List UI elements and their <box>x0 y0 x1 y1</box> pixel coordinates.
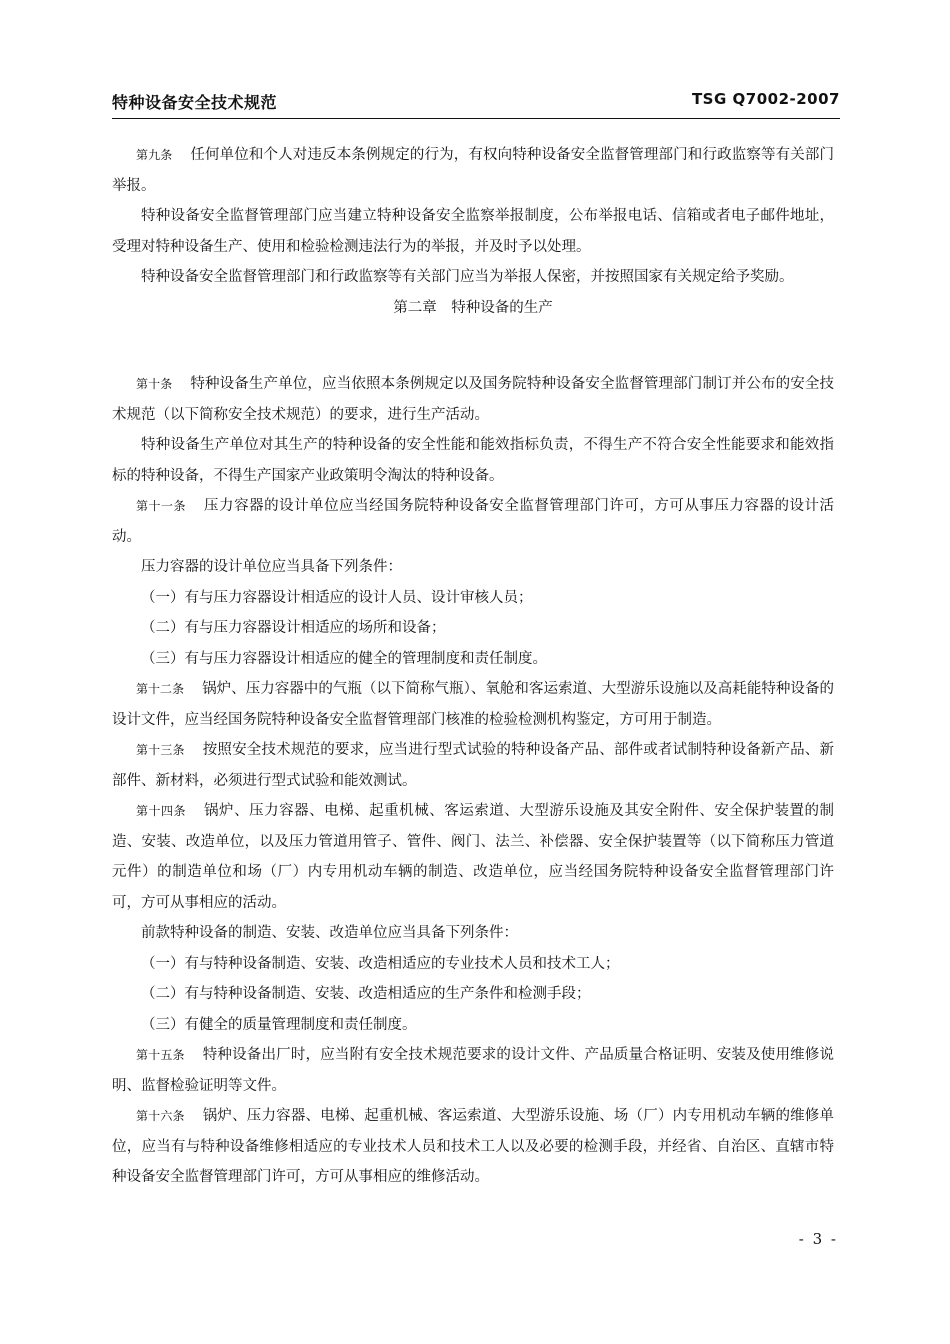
paragraph: 特种设备安全监督管理部门和行政监察等有关部门应当为举报人保密，并按照国家有关规定给予奖励。 <box>141 269 794 285</box>
article-text: 压力容器的设计单位应当经国务院特种设备安全监督管理部门许可，方可从事压力容器的设计活动。 <box>112 498 834 545</box>
article-text: 按照安全技术规范的要求，应当进行型式试验的特种设备产品、部件或者试制特种设备新产品、新部件、新材料，必须进行型式试验和能效测试。 <box>112 742 834 789</box>
document-body <box>112 140 834 1193</box>
page-header <box>112 90 840 114</box>
article-text: 锅炉、压力容器中的气瓶（以下简称气瓶）、氧舱和客运索道、大型游乐设施以及高耗能特种设备的设计文件，应当经国务院特种设备安全监督管理部门核准的检验检测机构鉴定，方可用于制造。 <box>112 681 834 728</box>
article-text: 任何单位和个人对违反本条例规定的行为，有权向特种设备安全监督管理部门和行政监察等有关部门举报。 <box>112 147 834 194</box>
article-13 <box>112 735 834 796</box>
article-text: 特种设备出厂时，应当附有安全技术规范要求的设计文件、产品质量合格证明、安装及使用维修说明、监督检验证明等文件。 <box>112 1047 834 1094</box>
paragraph: 压力容器的设计单位应当具备下列条件： <box>141 559 402 575</box>
list-item: （一）有与特种设备制造、安装、改造相适应的专业技术人员和技术工人； <box>141 955 620 972</box>
paragraph: 前款特种设备的制造、安装、改造单位应当具备下列条件： <box>141 925 518 941</box>
header-standard-code: TSG Q7002-2007 <box>691 90 840 108</box>
article-16 <box>112 1101 834 1193</box>
header-rule <box>112 118 840 119</box>
article-label: 第十六条 <box>136 1109 185 1123</box>
header-title: 特种设备安全技术规范 <box>112 93 278 112</box>
list-item: （三）有与压力容器设计相适应的健全的管理制度和责任制度。 <box>141 650 547 667</box>
article-label: 第十三条 <box>136 743 185 757</box>
page-number: - 3 - <box>798 1230 838 1248</box>
article-label: 第十一条 <box>136 499 187 513</box>
list-item: （三）有健全的质量管理制度和责任制度。 <box>141 1016 417 1033</box>
article-label: 第十条 <box>136 377 173 391</box>
article-text: 锅炉、压力容器、电梯、起重机械、客运索道、大型游乐设施、场（厂）内专用机动车辆的维修单位，应当有与特种设备维修相适应的专业技术人员和技术工人以及必要的检测手段，并经省、自治区、直辖市特种设备安全监督管理部门许可，方可从事相应的维修活动。 <box>112 1108 834 1185</box>
paragraph: 特种设备生产单位对其生产的特种设备的安全性能和能效指标负责，不得生产不符合安全性能要求和能效指标的特种设备，不得生产国家产业政策明令淘汰的特种设备。 <box>112 437 834 484</box>
article-text: 特种设备生产单位，应当依照本条例规定以及国务院特种设备安全监督管理部门制订并公布的安全技术规范（以下简称安全技术规范）的要求，进行生产活动。 <box>112 376 834 423</box>
article-15 <box>112 1040 834 1101</box>
paragraph: 特种设备安全监督管理部门应当建立特种设备安全监察举报制度，公布举报电话、信箱或者电子邮件地址，受理对特种设备生产、使用和检验检测违法行为的举报，并及时予以处理。 <box>112 208 834 255</box>
article-text: 锅炉、压力容器、电梯、起重机械、客运索道、大型游乐设施及其安全附件、安全保护装置的制造、安装、改造单位，以及压力管道用管子、管件、阀门、法兰、补偿器、安全保护装置等（以下简称压力管道元件）的制造单位和场（厂）内专用机动车辆的制造、改造单位，应当经国务院特种设备安全监督管理部门许可，方可从事相应的活动。 <box>112 803 834 911</box>
article-label: 第十四条 <box>136 804 187 818</box>
list-item: （一）有与压力容器设计相适应的设计人员、设计审核人员； <box>141 589 533 606</box>
list-item: （二）有与压力容器设计相适应的场所和设备； <box>141 620 446 636</box>
list-item: （二）有与特种设备制造、安装、改造相适应的生产条件和检测手段； <box>141 986 591 1002</box>
article-14 <box>112 796 834 918</box>
article-label: 第九条 <box>136 148 173 162</box>
chapter-heading: 第二章 特种设备的生产 <box>393 299 553 316</box>
article-9 <box>112 140 834 201</box>
article-label: 第十二条 <box>136 682 185 696</box>
article-11 <box>112 491 834 552</box>
article-10 <box>112 369 834 430</box>
article-12 <box>112 674 834 735</box>
article-label: 第十五条 <box>136 1048 185 1062</box>
